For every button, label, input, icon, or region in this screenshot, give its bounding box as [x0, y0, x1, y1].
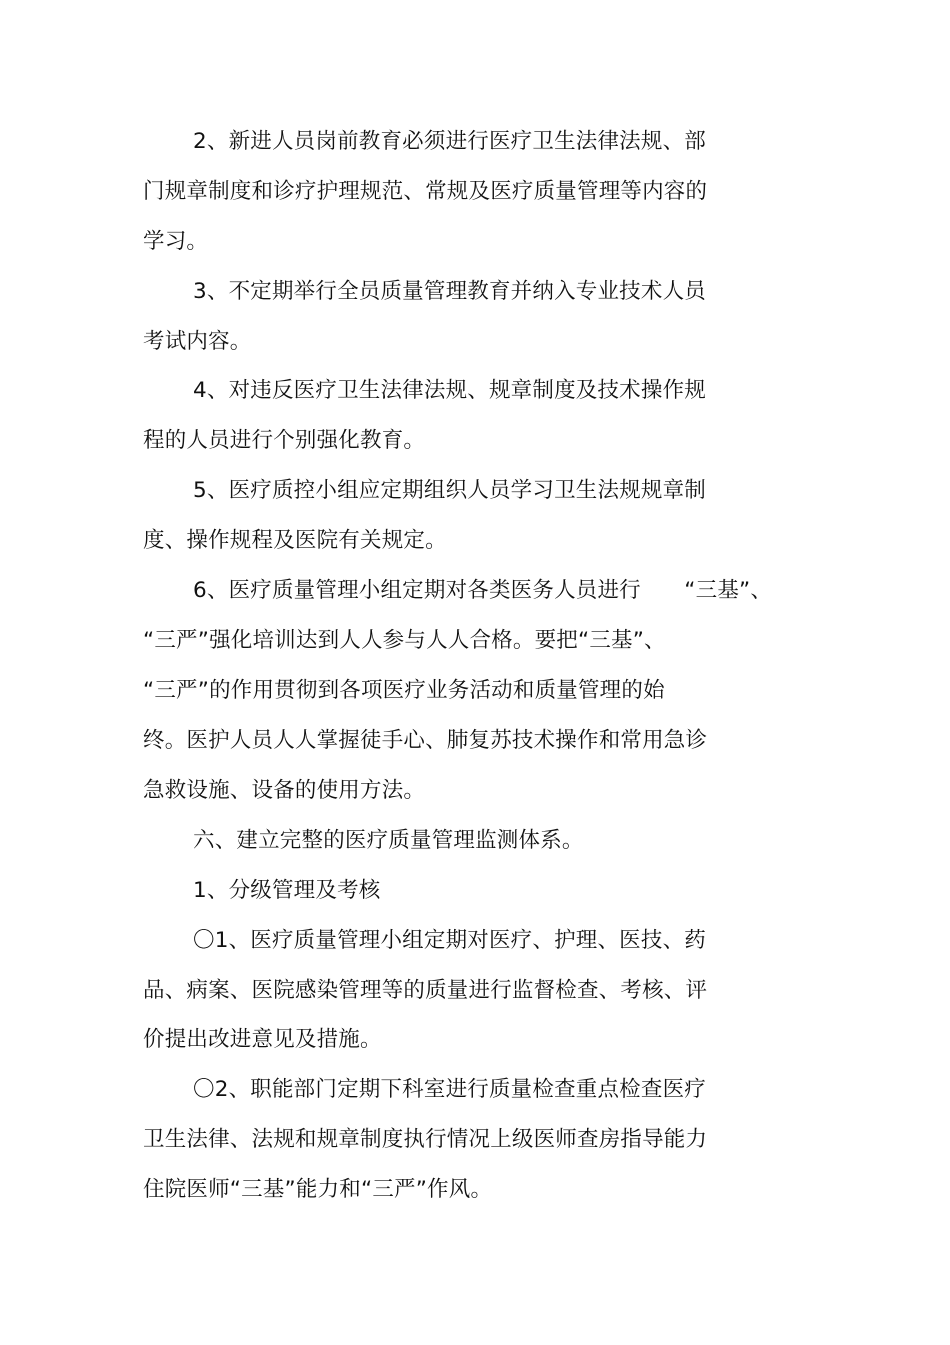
text-line: 考试内容。 [143, 329, 252, 354]
section-heading: 六、建立完整的医疗质量管理监测体系。 [193, 828, 584, 853]
text-line: 〇2、职能部门定期下科室进行质量检查重点检查医疗 [193, 1077, 706, 1102]
text-line: 品、病案、医院感染管理等的质量进行监督检查、考核、评 [143, 978, 708, 1003]
text-line: 4、对违反医疗卫生法律法规、规章制度及技术操作规 [193, 378, 706, 403]
subsection-heading: 1、分级管理及考核 [193, 878, 381, 903]
text-line: 度、操作规程及医院有关规定。 [143, 528, 447, 553]
text-line: 价提出改进意见及措施。 [143, 1027, 382, 1052]
text-line: “三严”的作用贯彻到各项医疗业务活动和质量管理的始 [143, 678, 665, 703]
text-line: 急救设施、设备的使用方法。 [143, 778, 426, 803]
text-line: 2、新进人员岗前教育必须进行医疗卫生法律法规、部 [193, 129, 706, 154]
text-line: 5、医疗质控小组应定期组织人员学习卫生法规规章制 [193, 478, 706, 503]
text-line: 终。医护人员人人掌握徒手心、肺复苏技术操作和常用急诊 [143, 728, 708, 753]
text-line: 程的人员进行个别强化教育。 [143, 428, 426, 453]
text-line: 学习。 [143, 229, 209, 254]
text-line: 6、医疗质量管理小组定期对各类医务人员进行 “三基”、 [193, 578, 773, 603]
text-line: “三严”强化培训达到人人参与人人合格。要把“三基”、 [143, 628, 666, 653]
text-line: 门规章制度和诊疗护理规范、常规及医疗质量管理等内容的 [143, 179, 708, 204]
text-line: 卫生法律、法规和规章制度执行情况上级医师查房指导能力 [143, 1127, 708, 1152]
text-line: 住院医师“三基”能力和“三严”作风。 [143, 1177, 493, 1202]
text-line: 〇1、医疗质量管理小组定期对医疗、护理、医技、药 [193, 928, 706, 953]
text-line: 3、不定期举行全员质量管理教育并纳入专业技术人员 [193, 279, 706, 304]
